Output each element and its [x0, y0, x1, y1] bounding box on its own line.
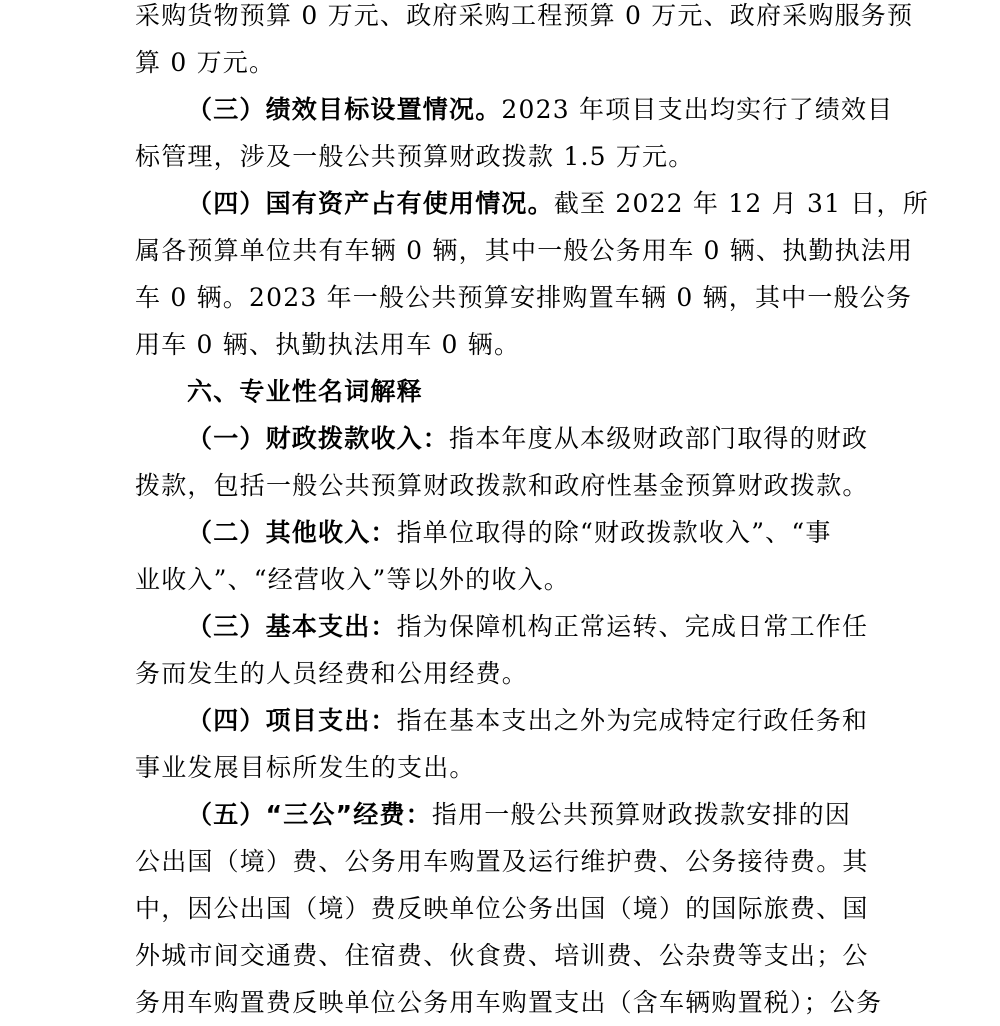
paragraph-text: 指为保障机构正常运转、完成日常工作任 [396, 612, 869, 641]
text-line: 事业发展目标所发生的支出。 [135, 753, 476, 782]
text-line: 标管理，涉及一般公共预算财政拨款 1.5 万元。 [135, 142, 695, 171]
paragraph-first-line [135, 86, 894, 133]
text-line: 业收入”、“经营收入”等以外的收入。 [135, 565, 570, 594]
text-line: 拨款，包括一般公共预算财政拨款和政府性基金预算财政拨款。 [135, 471, 869, 500]
paragraph-first-line [135, 791, 877, 838]
text-line: 采购货物预算 0 万元、政府采购工程预算 0 万元、政府采购服务预 [135, 1, 914, 30]
text-line: 用车 0 辆、执勤执法用车 0 辆。 [135, 330, 521, 359]
paragraph-text: 2023 年项目支出均实行了绩效目 [501, 95, 894, 124]
text-line: 车 0 辆。2023 年一般公共预算安排购置车辆 0 辆，其中一般公务 [135, 283, 913, 312]
paragraph-lead: （五）“三公”经费： [187, 800, 432, 829]
paragraph-lead: （四）国有资产占有使用情况。 [187, 189, 554, 218]
paragraph-text: 指单位取得的除“财政拨款收入”、“事 [396, 518, 832, 547]
paragraph-text: 截至 2022 年 12 月 31 日，所 [553, 189, 929, 218]
text-line: 公出国（境）费、公务用车购置及运行维护费、公务接待费。其 [135, 847, 869, 876]
paragraph-first-line [135, 415, 877, 462]
paragraph-text: 指用一般公共预算财政拨款安排的因 [431, 800, 852, 829]
paragraph-lead: （四）项目支出： [187, 706, 397, 735]
paragraph-text: 指在基本支出之外为完成特定行政任务和 [396, 706, 869, 735]
paragraph-lead: （一）财政拨款收入： [187, 424, 450, 453]
paragraph-lead: （二）其他收入： [187, 518, 397, 547]
paragraph-first-line [135, 697, 877, 744]
paragraph-first-line [135, 180, 929, 227]
paragraph-lead: （三）基本支出： [187, 612, 397, 641]
text-line: 算 0 万元。 [135, 48, 276, 77]
paragraph-text: 指本年度从本级财政部门取得的财政 [449, 424, 869, 453]
paragraph-lead: （三）绩效目标设置情况。 [187, 95, 502, 124]
text-line: 中，因公出国（境）费反映单位公务出国（境）的国际旅费、国 [135, 894, 869, 923]
document-page [135, 0, 929, 1026]
text-line: 属各预算单位共有车辆 0 辆，其中一般公务用车 0 辆、执勤执法用 [135, 236, 914, 265]
text-line: 务而发生的人员经费和公用经费。 [135, 659, 529, 688]
text-line: 外城市间交通费、住宿费、伙食费、培训费、公杂费等支出；公 [135, 941, 869, 970]
section-heading: 六、专业性名词解释 [187, 377, 423, 406]
paragraph-first-line [135, 603, 877, 650]
text-line: 务用车购置费反映单位公务用车购置支出（含车辆购置税）；公务 [135, 988, 883, 1017]
paragraph-first-line [135, 509, 877, 556]
